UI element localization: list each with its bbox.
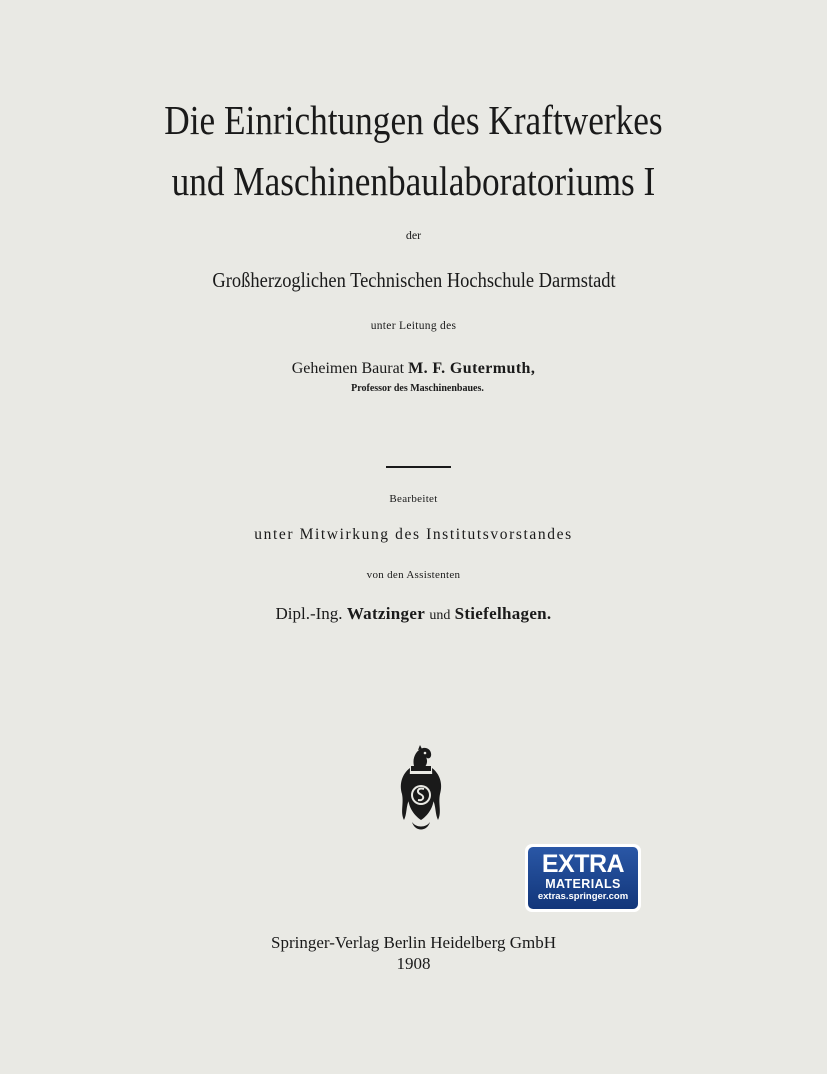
authors-line	[0, 604, 827, 624]
authors-conj: und	[429, 608, 451, 623]
mitwirkung-text: unter Mitwirkung des Institutsvorstandes	[254, 526, 573, 543]
author-watzinger: Watzinger	[346, 604, 426, 623]
authors-prefix: Dipl.-Ing.	[275, 604, 343, 623]
director-name: M. F. Gutermuth,	[408, 360, 536, 377]
leitung-text: unter Leitung des	[370, 320, 457, 332]
director-line	[0, 360, 827, 378]
extra-materials-badge[interactable]	[525, 844, 641, 912]
extra-materials-badge-panel	[528, 847, 638, 909]
publication-year: 1908	[396, 954, 431, 973]
springer-chess-knight-logo-icon	[396, 744, 446, 834]
assistenten-text: von den Assistenten	[366, 569, 461, 581]
badge-materials-text: MATERIALS	[545, 877, 621, 891]
author-stiefelhagen: Stiefelhagen.	[454, 604, 552, 623]
badge-extra-text: EXTRA	[541, 850, 625, 878]
bearbeitet-text: Bearbeitet	[389, 493, 438, 505]
publisher-text: Springer-Verlag Berlin Heidelberg GmbH	[271, 933, 556, 952]
divider-rule	[386, 466, 451, 468]
title-line-1: Die Einrichtungen des Kraftwerkes	[164, 97, 663, 143]
badge-url-text: extras.springer.com	[537, 891, 629, 902]
school-name: Großherzoglichen Technischen Hochschule Darmstadt	[212, 268, 616, 292]
der-text: der	[405, 228, 422, 242]
director-rank: Geheimen Baurat	[291, 360, 405, 377]
title-line-2: und Maschinenbaulaboratoriums I	[171, 158, 656, 204]
director-role: Professor des Maschinenbaues.	[351, 383, 484, 394]
